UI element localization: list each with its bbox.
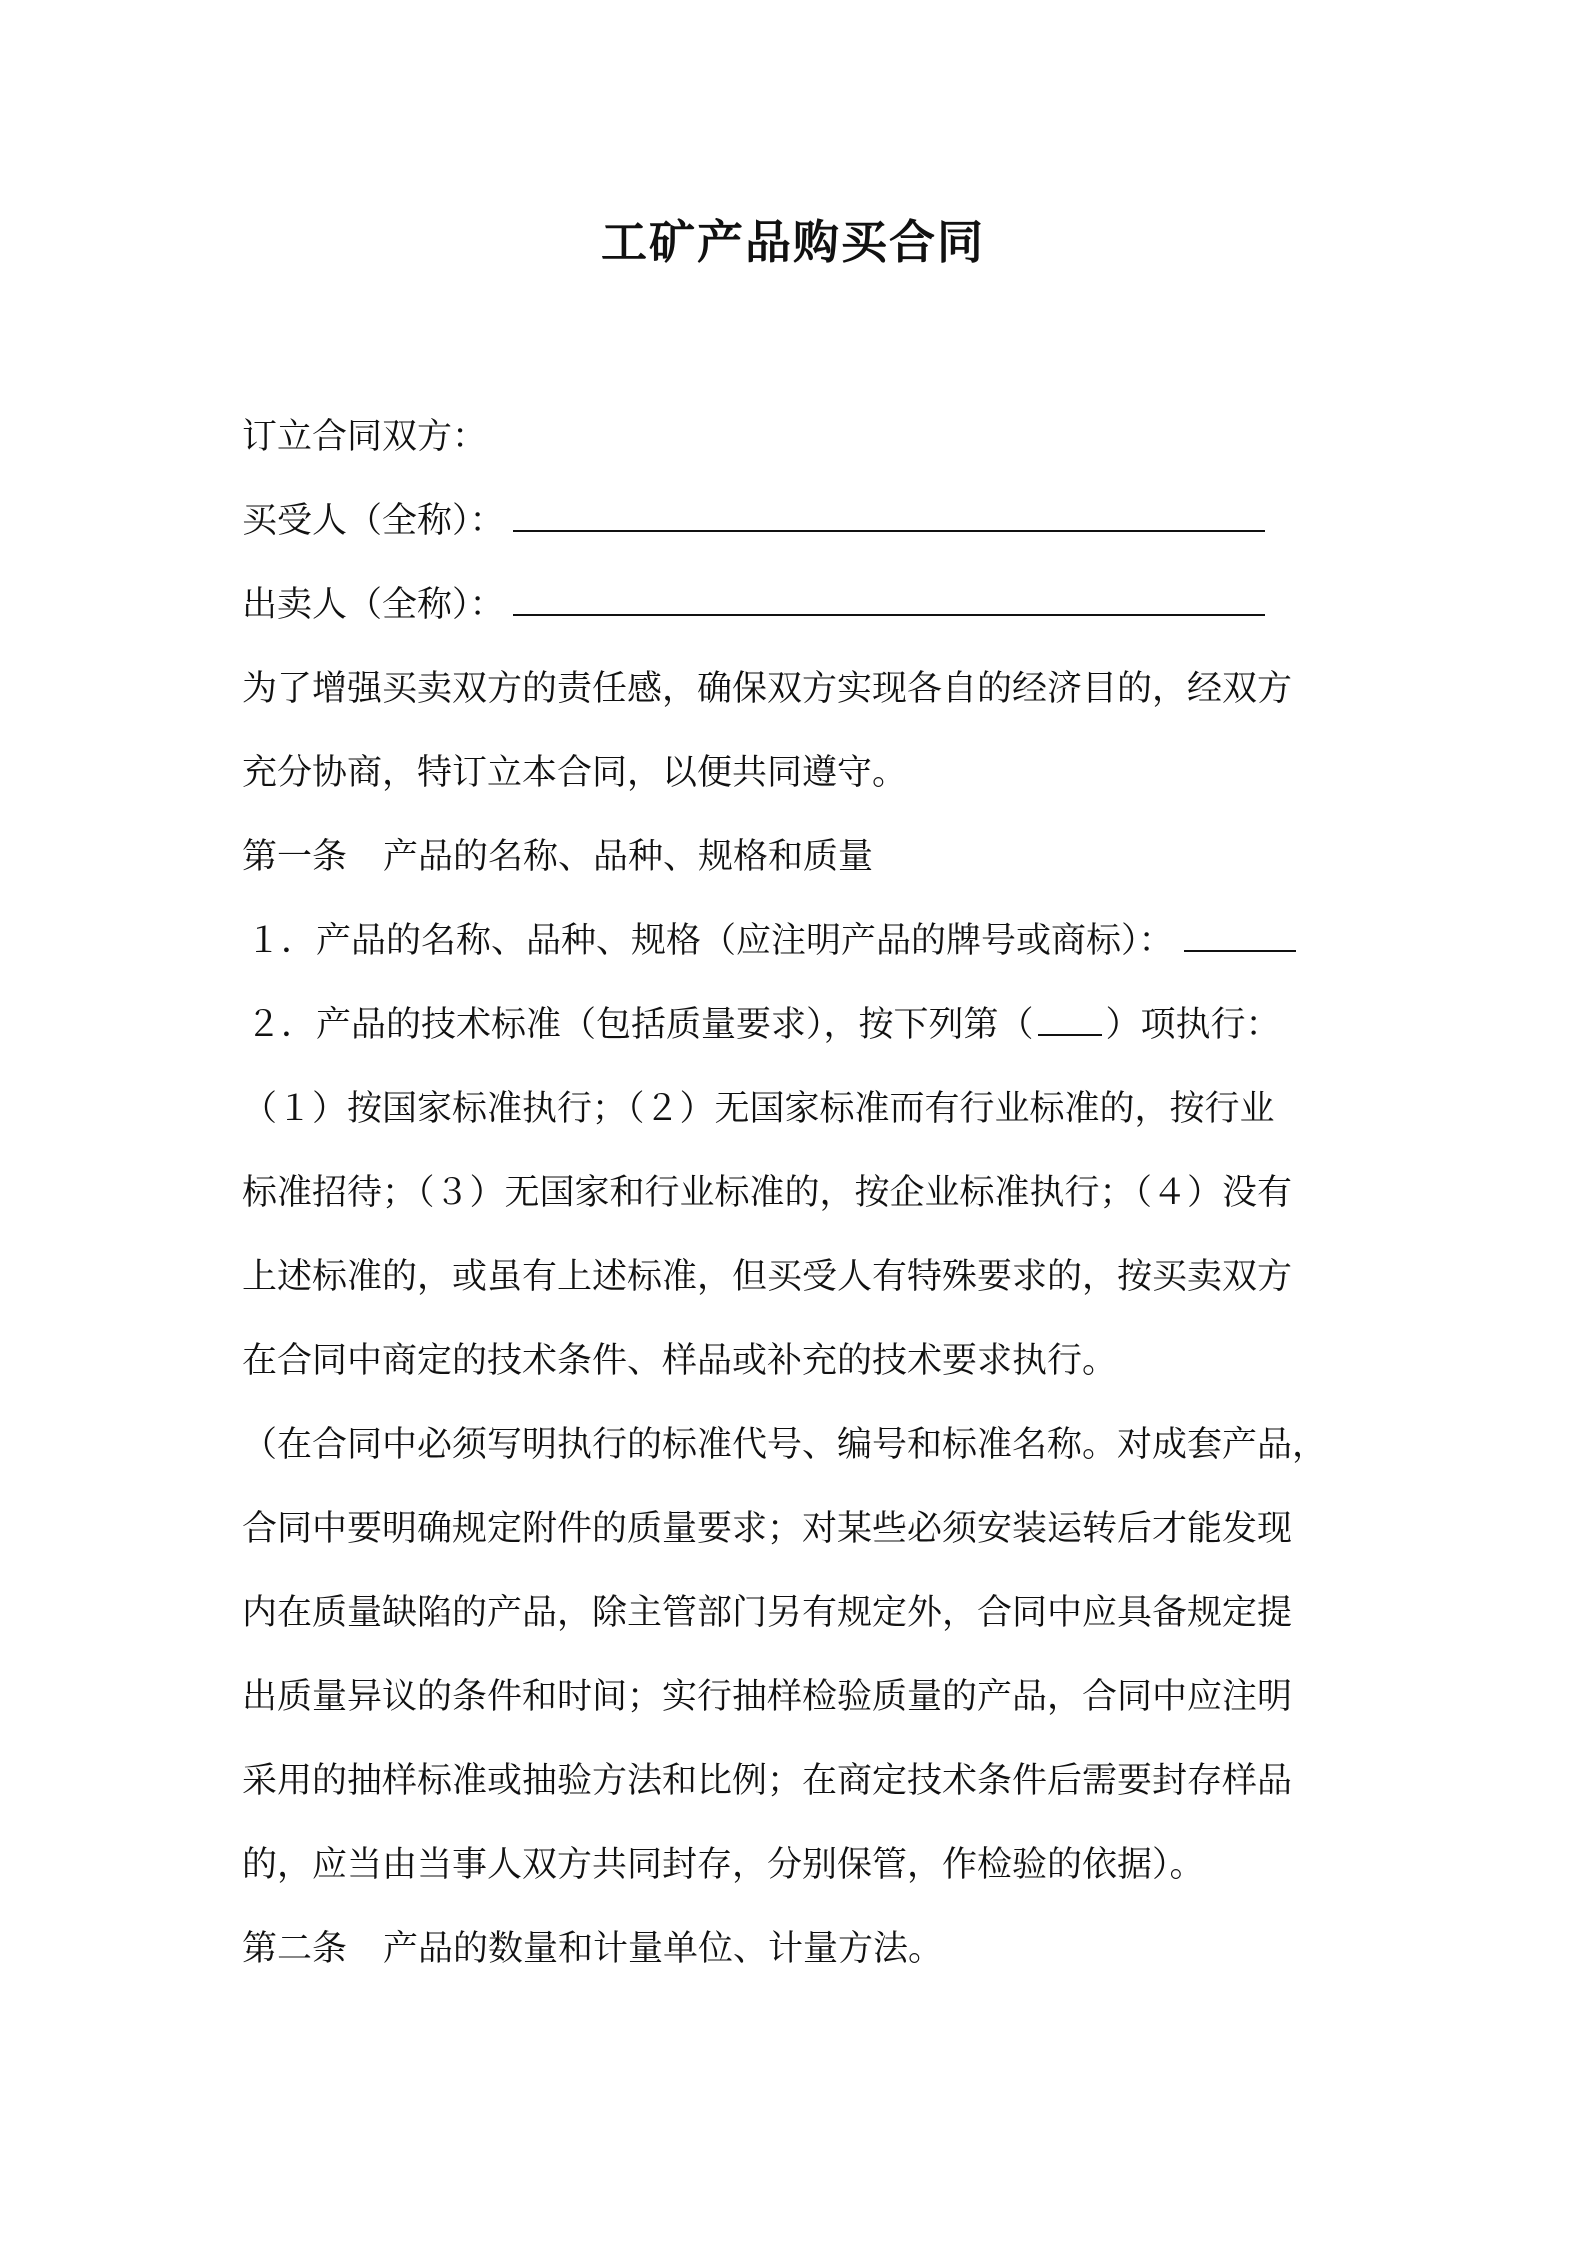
note-line: 出质量异议的条件和时间；实行抽样检验质量的产品，合同中应注明 bbox=[242, 1677, 1293, 1717]
document-title: 工矿产品购买合同 bbox=[601, 215, 985, 269]
article1-item2 bbox=[246, 1000, 1356, 1050]
seller-label: 出卖人（全称）： bbox=[242, 585, 505, 625]
item2-text-pre: ２．产品的技术标准（包括质量要求），按下列第（ bbox=[246, 1005, 1034, 1045]
item1-blank bbox=[1184, 916, 1296, 952]
option-line: 在合同中商定的技术条件、样品或补充的技术要求执行。 bbox=[242, 1341, 1118, 1381]
item1-text: １．产品的名称、品种、规格（应注明产品的牌号或商标）： bbox=[246, 921, 1174, 961]
buyer-name-blank bbox=[513, 496, 1265, 532]
article2-heading bbox=[242, 1924, 1352, 1974]
item2-blank bbox=[1038, 1000, 1102, 1036]
intro-line-1: 为了增强买卖双方的责任感，确保双方实现各自的经济目的，经双方 bbox=[242, 669, 1293, 709]
item2-text-post: ）项执行： bbox=[1105, 1005, 1281, 1045]
note-line: 合同中要明确规定附件的质量要求；对某些必须安装运转后才能发现 bbox=[242, 1509, 1293, 1549]
note-line: 的，应当由当事人双方共同封存，分别保管，作检验的依据）。 bbox=[242, 1845, 1205, 1885]
article1-heading bbox=[242, 832, 1352, 882]
intro-line-2: 充分协商，特订立本合同，以便共同遵守。 bbox=[242, 753, 908, 793]
note-line: 采用的抽样标准或抽验方法和比例；在商定技术条件后需要封存样品 bbox=[242, 1761, 1293, 1801]
article1-number: 第一条 bbox=[242, 837, 348, 877]
article1-title: 产品的名称、品种、规格和质量 bbox=[383, 837, 874, 877]
article2-title: 产品的数量和计量单位、计量方法。 bbox=[383, 1929, 944, 1969]
article1-item1 bbox=[246, 916, 1356, 966]
note-line: （在合同中必须写明执行的标准代号、编号和标准名称。对成套产品， bbox=[242, 1425, 1328, 1465]
note-line: 内在质量缺陷的产品，除主管部门另有规定外，合同中应具备规定提 bbox=[242, 1593, 1293, 1633]
option-line: 标准招待；（３）无国家和行业标准的，按企业标准执行；（４）没有 bbox=[242, 1173, 1293, 1213]
seller-line bbox=[242, 580, 1352, 630]
parties-heading: 订立合同双方： bbox=[242, 417, 488, 457]
buyer-label: 买受人（全称）： bbox=[242, 501, 505, 541]
seller-name-blank bbox=[513, 580, 1265, 616]
article2-number: 第二条 bbox=[242, 1929, 348, 1969]
option-line: （１）按国家标准执行；（２）无国家标准而有行业标准的，按行业 bbox=[242, 1089, 1275, 1129]
option-line: 上述标准的，或虽有上述标准，但买受人有特殊要求的，按买卖双方 bbox=[242, 1257, 1293, 1297]
buyer-line bbox=[242, 496, 1352, 546]
